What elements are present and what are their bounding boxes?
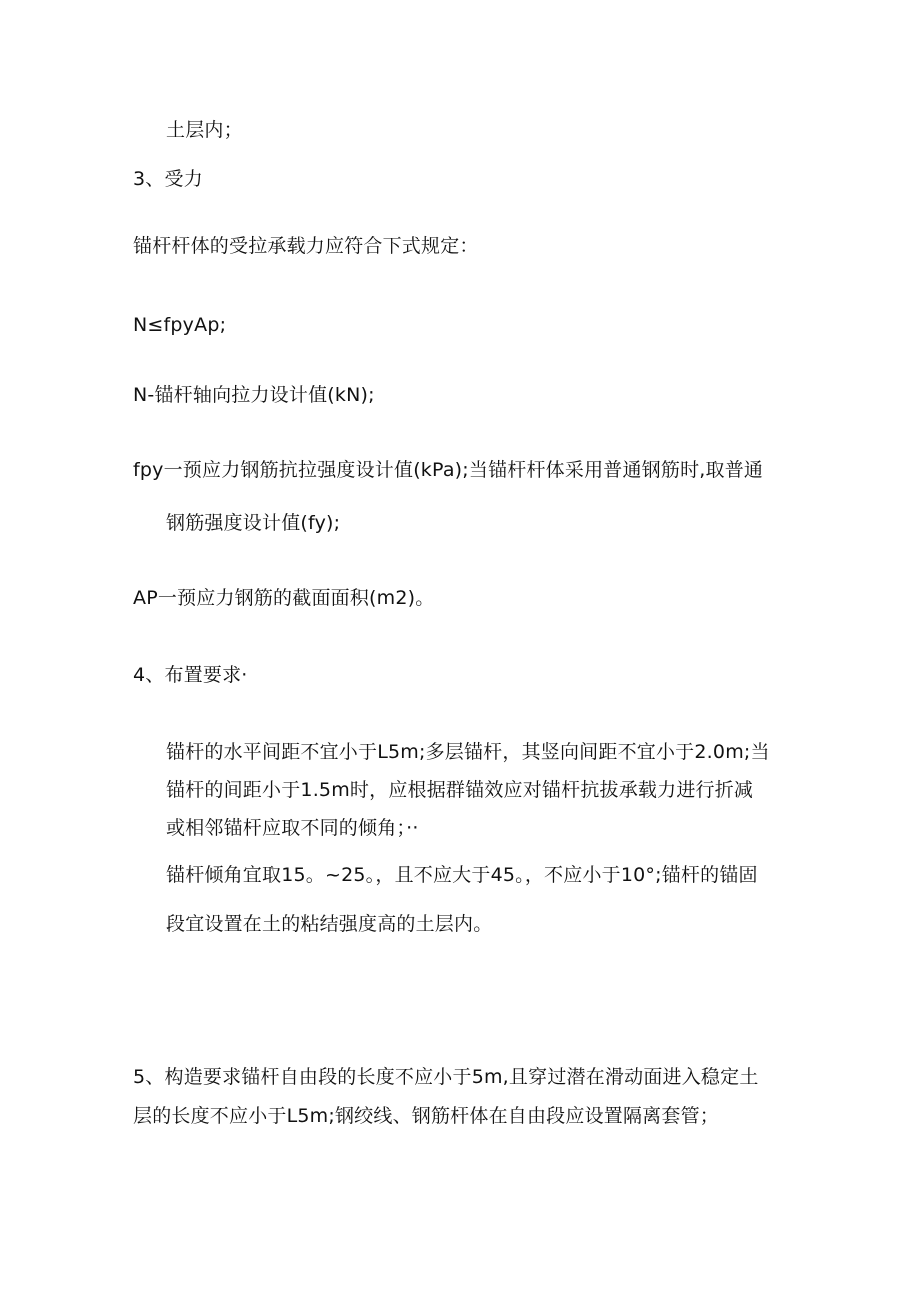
text-line: 锚杆杆体的受拉承载力应符合下式规定： [133,235,479,257]
text-line: 段宜设置在土的粘结强度高的土层内。 [166,913,493,935]
text-line: 钢筋强度设计值(fy); [166,512,341,534]
text-line: 层的长度不应小于L5m;钢绞线、钢筋杆体在自由段应设置隔离套管； [133,1105,719,1127]
text-line: fpy一预应力钢筋抗拉强度设计值(kPa);当锚杆杆体采用普通钢筋时,取普通 [133,459,764,481]
text-line: N-锚杆轴向拉力设计值(kN); [133,384,375,406]
text-line: 锚杆倾角宜取15。~25。，且不应大于45。，不应小于10°;锚杆的锚固 [166,864,758,886]
text-line: 锚杆的间距小于1.5m时，应根据群锚效应对锚杆抗拔承载力进行折减 [166,779,754,801]
section-heading: 4、布置要求· [133,664,248,686]
text-line: AP一预应力钢筋的截面面积(m2)。 [133,587,435,609]
text-line: 或相邻锚杆应取不同的倾角；·· [166,817,419,839]
text-line: 土层内； [166,119,243,141]
section-heading: 5、构造要求锚杆自由段的长度不应小于5m,且穿过潜在滑动面进入稳定土 [133,1066,759,1088]
text-line: 锚杆的水平间距不宜小于L5m;多层锚杆，其竖向间距不宜小于2.0m;当 [166,741,770,763]
formula: N≤fpyAp; [133,314,227,336]
section-heading: 3、受力 [133,168,203,190]
